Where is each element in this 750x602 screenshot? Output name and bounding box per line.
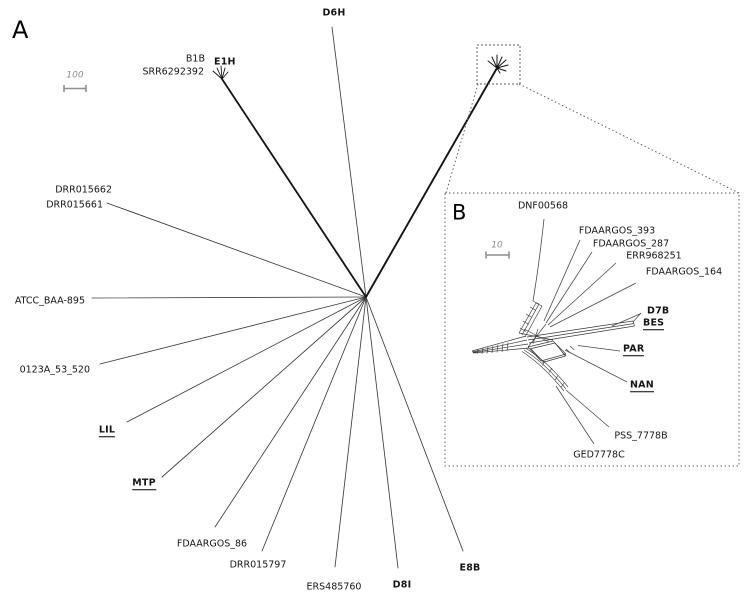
branch-0123a-53-520 (100, 297, 366, 364)
taxon-label-ged7778c: GED7778C (573, 449, 625, 461)
taxon-label-mtp: MTP (132, 477, 156, 489)
taxon-label-e1h: E1H (214, 56, 236, 68)
taxon-label-nan: NAN (630, 379, 654, 391)
taxon-label-fdaargos-86: FDAARGOS_86 (176, 538, 248, 550)
panel-b-letter: B (452, 200, 467, 225)
taxon-label-fdaargos-393: FDAARGOS_393 (578, 225, 656, 237)
taxon-label-fdaargos-287: FDAARGOS_287 (592, 238, 670, 250)
zoom-connector-line (446, 84, 478, 193)
branch-d8i (366, 297, 398, 568)
taxon-label-drr015797: DRR015797 (229, 559, 287, 571)
taxon-label-par: PAR (623, 343, 645, 355)
taxon-label-d8i: D8I (392, 579, 412, 591)
scale-bar-a-value: 100 (66, 70, 84, 81)
taxon-label-bes: BES (643, 317, 665, 329)
taxon-label-d6h: D6H (322, 7, 346, 19)
taxon-label-pss-7778b: PSS_7778B (614, 430, 668, 442)
taxon-label-0123a-53-520: 0123A_53_520 (19, 364, 90, 376)
taxon-label-drr015662: DRR015662 (55, 184, 112, 196)
taxon-label-srr6292392: SRR6292392 (142, 66, 204, 78)
taxon-label-dnf00568: DNF00568 (517, 200, 569, 212)
branch-d6h (332, 27, 366, 297)
taxon-label-err968251: ERR968251 (626, 250, 682, 262)
taxon-label-e8b: E8B (459, 562, 481, 574)
zoom-connector-line (519, 84, 739, 193)
taxon-label-lil: LIL (98, 424, 116, 436)
branch-drr015797 (262, 297, 366, 551)
taxon-label-atcc-baa-895: ATCC_BAA-895 (14, 295, 85, 307)
panel-a-letter: A (12, 16, 29, 44)
branch-drr015661 (107, 203, 366, 297)
taxon-label-d7b: D7B (647, 305, 670, 317)
scale-bar-b-value: 10 (491, 240, 503, 251)
taxon-label-ers485760: ERS485760 (306, 581, 362, 593)
branch-mtp (162, 297, 366, 477)
taxon-label-fdaargos-164: FDAARGOS_164 (645, 266, 723, 278)
branch-atcc-baa-895 (92, 297, 366, 298)
taxon-label-drr015661: DRR015661 (46, 199, 103, 211)
taxon-label-b1b: B1B (185, 53, 205, 65)
branch-lil (127, 297, 366, 422)
scale-bar-a (64, 85, 86, 92)
branch-e1h (222, 79, 366, 297)
